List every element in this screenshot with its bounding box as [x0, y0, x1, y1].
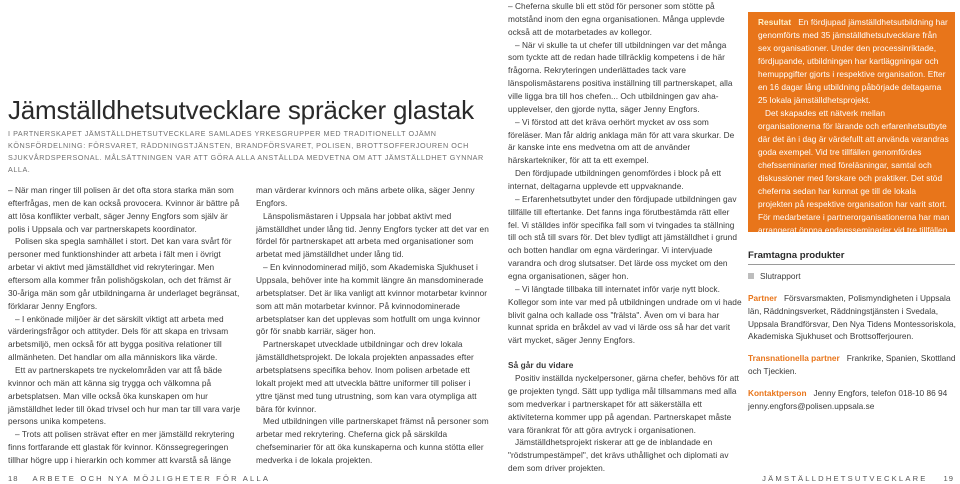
result-paragraph: Det skapades ett nätverk mellan organisationerna för lärande och erfarenhetsutbyte där det än i dag är värdefullt att använda varandras goda exempel. Vid tre tillfällen genomfördes chefsseminarier med föreläsningar, samtal och diskussioner med forskare och praktiker. Det stöd cheferna sedan har kunnat ge till de lokala projekten på respektive organisation har varit stort. För medarbetare i partnerorganisationerna har man arrangerat öppna endagsseminarier vid tre tillfällen, för att öka kunskaperna och väcka nyfikenhet. [758, 108, 950, 249]
partner-text: Försvarsmakten, Polismyndigheten i Uppsala län, Räddningsverket, Räddningstjänsten i Svedala, Uppsala Brandförsvar, Den Nya Tidens Montessoriskola, Akademiska Sjukhuset och Brottsofferjouren. [748, 292, 956, 342]
paragraph: – Cheferna skulle bli ett stöd för personer som stötte på motstånd inom den egna organisationen. Många upplevde också att de motarbetades av kollegor. [508, 1, 725, 37]
paragraph: Med utbildningen ville partnerskapet främst nå personer som arbetar med rekrytering. Cheferna gick på särskilda chefseminarier för att öka kunskaperna och kunna stötta eller medverka i de lokala projekten. [256, 416, 489, 466]
product-label: Slutrapport [760, 271, 801, 281]
contact-entry [748, 387, 958, 413]
paragraph: man värderar kvinnors och mäns arbete olika, säger Jenny Engfors. [256, 185, 475, 208]
section-heading: Så går du vidare [508, 360, 574, 371]
product-item [748, 270, 958, 283]
paragraph: – En kvinnodominerad miljö, som Akademiska Sjukhuset i Uppsala, behöver inte ha kommit längre än mansdominerade arbetsplatser. Det är lika vanligt att kvinnor motarbetar kvinnor som att män motarbetar kvinnor. På kvinnodominerade arbetsplatser kan det upplevas som hotfullt om unga kvinnor gör för snabb karriär, säger hon. [256, 262, 488, 337]
partner-entry [748, 292, 958, 343]
footer-left-text: ARBETE OCH NYA MÖJLIGHETER FÖR ALLA [32, 474, 271, 483]
paragraph: – Trots att polisen strävat efter en mer jämställd rekrytering finns fortfarande ett glastak för kvinnor. Könssegregeringen tillhar högre upp i hierarkin och kommer att kvarstå så länge [8, 429, 235, 466]
footer-right-text: JÄMSTÄLLDHETSUTVECKLARE [762, 474, 928, 483]
paragraph: Polisen ska spegla samhället i stort. Det kan vara svårt för personer med funktionshinder att arbeta i fält men i övrigt arbetar vi aktivt med jämställdhet vid rekryteringar. Men eftersom alla kommer från polishögskolan, och det främst är 30-åriga män som går utbildningarna är underlaget begränsat, förklarar Jenny Engfors. [8, 236, 240, 311]
footer-left [8, 474, 270, 483]
paragraph: – I enkönade miljöer är det särskilt viktigt att arbeta med värderingsfrågor och attityder. Dels för att skapa en trivsam arbetsmiljö, men också för att bygga positiva relationer till allmänheten. Det handlar om alla människors lika värde. [8, 313, 229, 363]
facts-list [748, 270, 958, 413]
paragraph: Partnerskapet utvecklade utbildningar och drev lokala jämställdhetsprojekt. De lokala projekten anpassades efter arbetsplatsens specifika behov. Inom polisen arbetade ett lokalt projekt med att utveckla bättre uniformer till poliser i yttre tjänst med tung utrustning, som kan vara otympliga att bära för kvinnor. [256, 339, 477, 414]
contact-email-link[interactable]: jenny.engfors@polisen.uppsala.se [748, 400, 875, 411]
contact-text: Jenny Engfors, telefon 018-10 86 94 [813, 388, 948, 399]
transnational-entry [748, 352, 958, 378]
page-number-left: 18 [8, 474, 19, 483]
result-paragraph: En fördjupad jämställdhetsutbildning har genomförts med 35 jämställdhetsutvecklare från sex organisationer. Under den processinriktade, fördjupande, utbildningen har kartläggningar och hemuppgifter gjorts i respektive organisation. Efter en 16 dagar lång utbildning påbörjade deltagarna 25 lokala jämställdhetsprojekt. [758, 17, 948, 106]
transnational-text: Frankrike, Spanien, Skottland och Tjeckien. [748, 353, 956, 377]
paragraph: Den fördjupade utbildningen genomfördes i block på ett internat, deltagarna upplevde ett uppvaknande. [508, 168, 722, 192]
transnational-label: Transnationella partner [748, 353, 840, 364]
partner-label: Partner [748, 292, 778, 303]
paragraph: Ett av partnerskapets tre nyckelområden var att få bäde kvinnor och män att känna sig trygga och välkomna på arbetsplatsen. Man ville också öka kunskapen om hur jämställdhet leder till ökad trivsel och hur man tar till vara varje persons unika kompetens. [8, 365, 241, 427]
paragraph: – Vi längtade tillbaka till internatet inför varje nytt block. Kollegor som inte var med på utbildningen undrade om vi hade blivit galna och kallade oss "frälsta". Även om vi bara har kunnat sprida en bråkdel av vad vi lärde oss så har det varit värt mycket, säger Jenny Engfors. [508, 283, 742, 346]
paragraph: – När man ringer till polisen är det ofta stora starka män som efterfrågas, men de kan också provocera. Kvinnor är bättre på att lösa konflikter verbalt, säger Jenny Engfors som själv är polis i Uppsala och var partnerskapets koordinator. [8, 185, 240, 234]
text-column-1 [8, 184, 241, 467]
paragraph: – Vi förstod att det kräva oerhört mycket av oss som föreläser. Man får aldrig anklaga män för att vara skurkar. De är kanske inte ens medvetna om att de använder härskartekniker, för att ta ett exempel. [508, 116, 735, 166]
paragraph: Länspolismästaren i Uppsala har jobbat aktivt med jämställdhet under lång tid. Jenny Engfors tycker att det var en fördel för partnerskapet att arbeta med organisationer som arbetat med jämställdhet under lång tid. [256, 210, 489, 260]
contact-label: Kontaktperson [748, 388, 807, 399]
result-box-text [748, 12, 955, 250]
paragraph: Jämställdhetsprojekt riskerar att ge de inblandade en "rödstrumpestämpel", det krävs uthållighet och diplomati av dem som driver projekten. [508, 437, 729, 474]
paragraph: – Erfarenhetsutbytet under den fördjupade utbildningen gav tillfälle till eftertanke. Det fanns inga förutbestämda rätt eller fel. Vi ställdes inför specifika fall som vi tvingades ta ställning till och stå till svars för. Det blev tydligt att jämställdhet i grund och botten handlar om egna värderingar. Vi intervjuade varandra och drog slutsatser. Det lärde oss mycket om den egna organisationen, säger hon. [508, 193, 737, 282]
result-label: Resultat [758, 17, 792, 27]
checkbox-square-icon [748, 273, 754, 279]
text-column-3 [508, 0, 742, 475]
page-number-right: 19 [943, 474, 954, 483]
footer-right [762, 474, 954, 483]
paragraph: – När vi skulle ta ut chefer till utbildningen var det många som tyckte att de redan hade tillräcklig kompetens i de här frågorna. Rekryteringen underlättades tack vare länspolismästarens positiva inställning till partnerskapet, alla ville ligga bra till hos chefen... Och utbildningen gav aha-upplevelser, den gjorde nytta, säger Jenny Engfors. [508, 39, 733, 114]
article-subtitle: I PARTNERSKAPET JÄMSTÄLLDHETSUTVECKLARE SAMLADES YRKESGRUPPER MED TRADITIONELLT OJÄMN KÖNSFÖRDELNING: FÖRSVARET, RÄDDNINGSTJÄNSTEN, BRANDFÖRSVARET, POLISEN, BROTTSOFFERJOUREN OCH SJUKVÅRDSPERSONAL. MÅLSÄTTNINGEN VAR ATT GÖRA ALLA ANSTÄLLDA MEDVETNA OM ATT JÄMSTÄLLDHET GYNNAR ALLA. [8, 129, 484, 174]
paragraph: Positiv inställda nyckelpersoner, gärna chefer, behövs för att ge projekten tyngd. Sätt upp tydliga mål tillsammans med alla som medverkar i partnerskapet för att säkerställa ett aktiviteterna kommer upp på agendan. Partnerskapet måste vara förankrat för att göra avtryck i organisationen. [508, 373, 740, 435]
text-column-2 [256, 184, 489, 467]
facts-title: Framtagna produkter [748, 250, 955, 265]
result-box [748, 12, 955, 249]
article-title: Jämställdhetsutvecklare spräcker glastak [8, 95, 474, 125]
